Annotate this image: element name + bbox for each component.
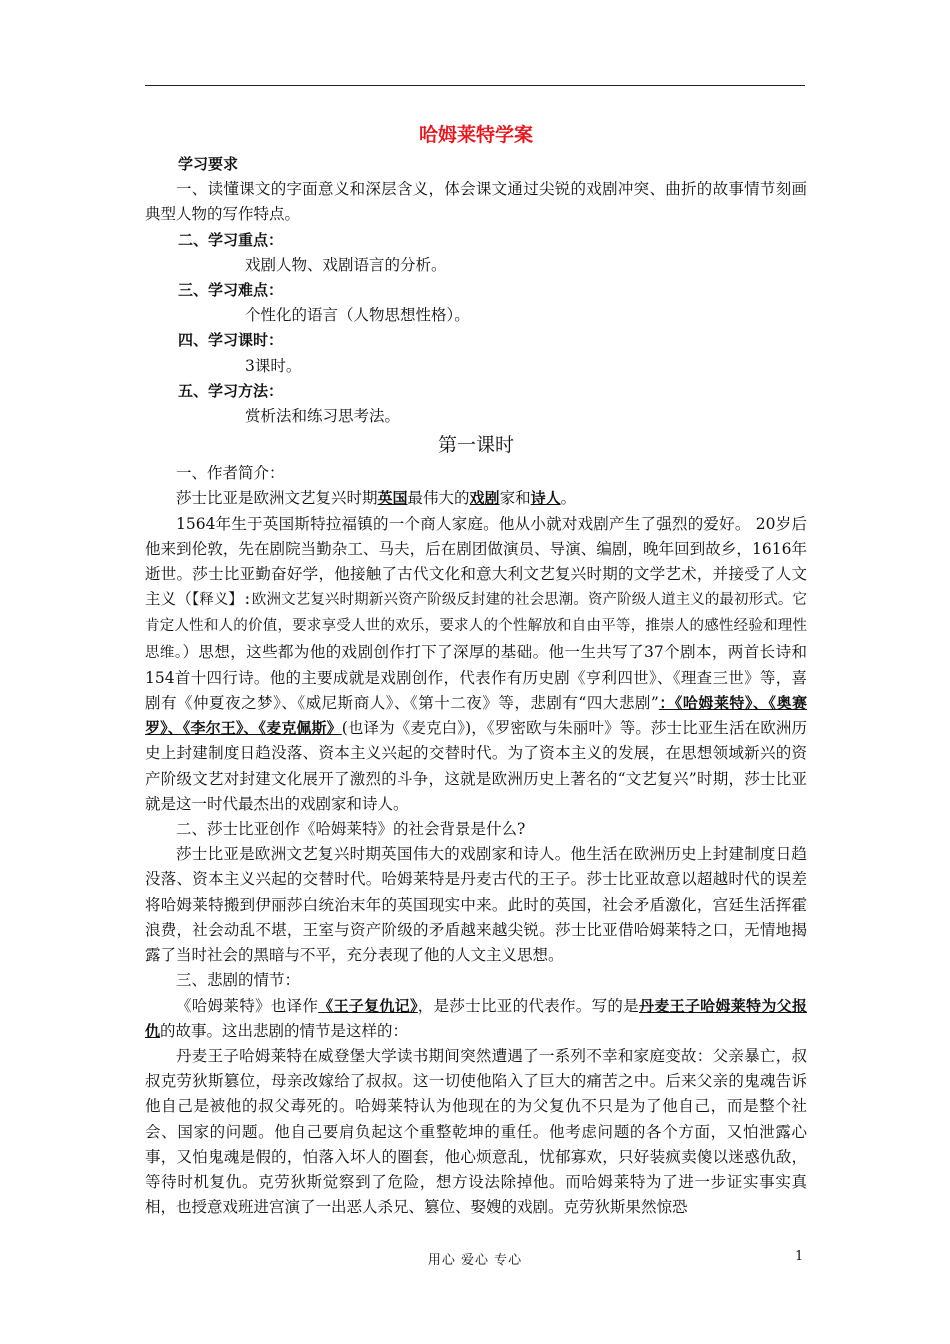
lesson-title: 第一课时 <box>437 434 514 457</box>
author-intro-d: 。 <box>560 489 577 508</box>
difficulties-text: 个性化的语言（人物思想性格）。 <box>245 306 470 325</box>
author-bio-c: (也译为《麦克白》)，《罗密欧与朱丽叶》等。莎士比亚生活在欧洲历史上封建制度日趋没落、资本主义兴起的交替时代。为了资本主义的发展，在思想领域新兴的资产阶级文艺对封建文化展开了激烈的斗争，这就是欧洲历史上著名的“文艺复兴”时期，莎士比亚就是这一时代最杰出的戏剧家和诗人。 <box>145 719 807 813</box>
author-bio-a: 1564年生于英国斯特拉福镇的一个商人家庭。他从小就对戏剧产生了强烈的爱好。 20岁后他来到伦敦，先在剧院当勤杂工、马夫，后在剧团做演员、导演、编剧，晚年回到故乡，1616年逝世。莎士比亚勤奋好学，他接触了古代文化和意大利文艺复兴时期的文学艺术，并接受了人文主义（ <box>145 514 807 609</box>
plot-theme: 丹麦王子哈姆莱特为父报仇 <box>145 996 807 1040</box>
author-intro-b: 最伟大的 <box>407 489 470 508</box>
requirements-heading: 学习要求 <box>178 155 239 173</box>
page-title: 哈姆莱特学案 <box>418 124 533 146</box>
author-intro-c: 家和 <box>499 489 531 508</box>
header-rule <box>145 85 805 86</box>
background-heading: 二、莎士比亚创作《哈姆莱特》的社会背景是什么? <box>176 820 526 839</box>
hours-heading: 四、学习课时： <box>178 331 284 350</box>
author-intro-country: 英国 <box>377 489 408 508</box>
plot-intro-c: 的故事。这出悲剧的情节是这样的： <box>160 1021 409 1040</box>
footer-motto: 用心 爱心 专心 <box>427 1253 523 1268</box>
author-heading: 一、作者简介： <box>176 464 285 483</box>
page-number: 1 <box>795 1249 804 1264</box>
key-points-heading: 二、学习重点： <box>178 230 284 249</box>
background-text: 莎士比亚是欧洲文艺复兴时期英国伟大的戏剧家和诗人。他生活在欧洲历史上封建制度日趋没落、资本主义兴起的交替时代。哈姆莱特是丹麦古代的王子。莎士比亚故意以超越时代的误差将哈姆莱特搬到伊丽莎白统治末年的英国现实中来。此时的英国，社会矛盾激化，宫廷生活挥霍浪费，社会动乱不堪，王室与资产阶级的矛盾越来越尖锐。莎士比亚借哈姆莱特之口，无情地揭露了当时社会的黑暗与不平，充分表现了他的人文主义思想。 <box>145 845 807 965</box>
author-bio-b: ）思想，这些都为他的戏剧创作打下了深厚的基础。他一生共写了37个剧本，两首长诗和154首十四行诗。他的主要成就是戏剧创作，代表作有历史剧《亨利四世》、《理查三世》等，喜剧有《仲夏夜之梦》、《威尼斯商人》、《第十二夜》等，悲剧有“四大悲剧” <box>145 642 807 713</box>
document-body <box>145 118 807 1220</box>
humanism-note: 【释义】:欧洲文艺复兴时期新兴资产阶级反封建的社会思潮。资产阶级人道主义的最初形式。它肯定人性和人的价值，要求享受人世的欢乐，要求人的个性解放和自由平等，推崇人的感性经验和理性思维。 <box>145 592 807 661</box>
author-intro <box>145 486 807 511</box>
plot-text: 丹麦王子哈姆莱特在威登堡大学读书期间突然遭遇了一系列不幸和家庭变故：父亲暴亡，叔叔克劳狄斯篡位，母亲改嫁给了叔叔。这一切使他陷入了巨大的痛苦之中。后来父亲的鬼魂告诉他自己是被他的叔父毒死的。哈姆莱特认为他现在的为父复仇不只是为了他自己，而是整个社会、国家的问题。他自己要肩负起这个重整乾坤的重任。他考虑问题的各个方面，又怕泄露心事，又怕鬼魂是假的，怕落入坏人的圈套，他心烦意乱，忧郁寡欢，只好装疯卖傻以迷惑仇敌，等待时机复仇。克劳狄斯觉察到了危险，想方设法除掉他。而哈姆莱特为了进一步证实事实真相，也授意戏班进宫演了一出恶人杀兄、篡位、娶嫂的戏剧。克劳狄斯果然惊恐 <box>145 1046 807 1217</box>
plot-intro <box>145 994 807 1044</box>
hours-text: 3课时。 <box>245 356 302 375</box>
plot-intro-b: ，是莎士比亚的代表作。写的是 <box>417 996 639 1015</box>
methods-heading: 五、学习方法： <box>178 381 284 400</box>
methods-text: 赏析法和练习思考法。 <box>245 407 401 426</box>
four-tragedies: ：《哈姆莱特》、《奥赛罗》、《李尔王》、《麦克佩斯》 <box>145 694 807 738</box>
requirements-text: 一、读懂课文的字面意义和深层含义，体会课文通过尖锐的戏剧冲突、曲折的故事情节刻画典型人物的写作特点。 <box>145 180 807 224</box>
key-points-text: 戏剧人物、戏剧语言的分析。 <box>245 255 447 274</box>
plot-intro-a: 《哈姆莱特》也译作 <box>176 996 319 1015</box>
plot-heading: 三、悲剧的情节： <box>176 971 301 990</box>
difficulties-heading: 三、学习难点： <box>178 281 284 300</box>
author-intro-poet: 诗人 <box>530 489 561 508</box>
plot-alt-title: 《王子复仇记》 <box>318 996 418 1015</box>
author-bio <box>145 512 807 817</box>
author-intro-drama: 戏剧 <box>469 489 500 508</box>
author-intro-a: 莎士比亚是欧洲文艺复兴时期 <box>176 489 378 508</box>
